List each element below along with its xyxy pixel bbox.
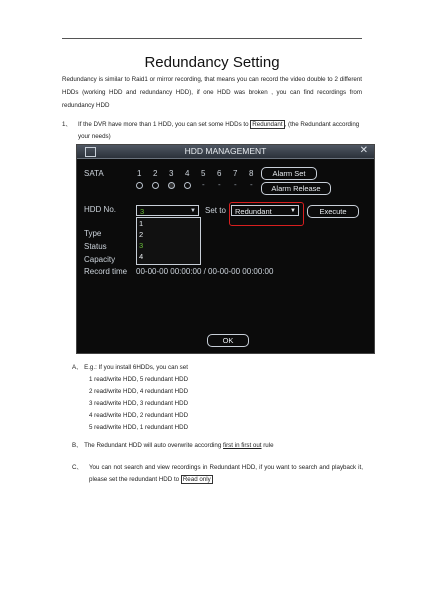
list-c bbox=[72, 462, 363, 483]
dropdown-option[interactable]: 4 bbox=[139, 252, 144, 261]
list-a-head-text: E.g.: If you install 6HDDs, you can set bbox=[84, 364, 188, 371]
disk-status-icon bbox=[184, 182, 191, 189]
dropdown-option[interactable]: 1 bbox=[139, 219, 144, 228]
hdd-no-select[interactable] bbox=[136, 205, 199, 216]
type-label: Type bbox=[84, 229, 102, 238]
disk-status-icon bbox=[136, 182, 143, 189]
alarm-release-button[interactable]: Alarm Release bbox=[261, 182, 331, 195]
set-to-value: Redundant bbox=[235, 207, 272, 216]
dvr-titlebar bbox=[77, 145, 374, 159]
set-to-label: Set to bbox=[205, 206, 226, 215]
status-label: Status bbox=[84, 242, 107, 251]
sata-number: 7 bbox=[233, 169, 238, 178]
list-a-number: A、 bbox=[72, 364, 83, 371]
disk-empty: - bbox=[250, 180, 253, 189]
dropdown-option-selected[interactable]: 3 bbox=[139, 241, 144, 250]
disk-empty: - bbox=[202, 180, 205, 189]
list-b-underlined: first in first out bbox=[223, 442, 262, 449]
ok-button[interactable]: OK bbox=[207, 334, 249, 347]
hdd-no-value: 3 bbox=[140, 207, 145, 216]
step-1-text bbox=[78, 119, 362, 142]
list-c-pre: You can not search and view recordings in Redundant HDD, if you want to search and playback it, please set the redundant HDD to bbox=[89, 464, 363, 483]
list-b-post: rule bbox=[261, 442, 274, 449]
list-c-text bbox=[89, 462, 363, 486]
chevron-down-icon: ▼ bbox=[190, 208, 196, 214]
list-a bbox=[72, 362, 188, 434]
chevron-down-icon: ▼ bbox=[290, 208, 296, 214]
close-icon[interactable]: ✕ bbox=[359, 145, 368, 156]
disk-empty: - bbox=[234, 180, 237, 189]
capacity-label: Capacity bbox=[84, 255, 116, 264]
intro-paragraph: Redundancy is similar to Raid1 or mirror recording, that means you can record the video double to 2 different HDDs (working HDD and redundancy HDD), if one HDD was broken , you can find recordings from redundancy HDD bbox=[62, 76, 362, 109]
list-c-number: C、 bbox=[72, 464, 83, 471]
list-item: 4 read/write HDD, 2 redundant HDD bbox=[89, 412, 189, 419]
record-time-label: Record time bbox=[84, 267, 128, 276]
header-rule bbox=[62, 38, 362, 39]
list-item: 1 read/write HDD, 5 redundant HDD bbox=[89, 376, 189, 383]
step-1-number: 1、 bbox=[62, 121, 72, 128]
list-b bbox=[72, 440, 362, 449]
execute-button[interactable]: Execute bbox=[307, 205, 359, 218]
dvr-screenshot bbox=[76, 144, 375, 354]
disk-empty: - bbox=[218, 180, 221, 189]
list-b-pre: The Redundant HDD will auto overwrite according bbox=[84, 442, 224, 449]
sata-number: 6 bbox=[217, 169, 222, 178]
highlight-box bbox=[229, 202, 304, 226]
step-1-boxed: Redundant bbox=[252, 121, 283, 128]
hdd-no-label: HDD No. bbox=[84, 205, 117, 214]
page-title: Redundancy Setting bbox=[144, 54, 280, 71]
hdd-no-dropdown[interactable] bbox=[136, 217, 201, 265]
disk-status-icon bbox=[152, 182, 159, 189]
record-time-value: 00-00-00 00:00:00 / 00-00-00 00:00:00 bbox=[136, 267, 274, 276]
disk-status-icon bbox=[168, 182, 175, 189]
list-c-boxed: Read only bbox=[182, 476, 211, 483]
list-item: 5 read/write HDD, 1 redundant HDD bbox=[89, 424, 189, 431]
alarm-set-button[interactable]: Alarm Set bbox=[261, 167, 317, 180]
sata-number: 8 bbox=[249, 169, 254, 178]
list-item: 2 read/write HDD, 4 redundant HDD bbox=[89, 388, 189, 395]
step-1-pre: If the DVR have more than 1 HDD, you can set some HDDs to bbox=[78, 121, 251, 128]
dropdown-option[interactable]: 2 bbox=[139, 230, 144, 239]
sata-number: 1 bbox=[137, 169, 142, 178]
sata-number: 5 bbox=[201, 169, 206, 178]
list-a-head bbox=[72, 362, 188, 374]
step-1-post: , (the Redundant according your needs) bbox=[78, 121, 360, 140]
list-b-number: B、 bbox=[72, 442, 83, 449]
dvr-window-title: HDD MANAGEMENT bbox=[184, 146, 267, 156]
list-item: 3 read/write HDD, 3 redundant HDD bbox=[89, 400, 189, 407]
sata-number: 4 bbox=[185, 169, 190, 178]
sata-label: SATA bbox=[84, 169, 104, 178]
sata-number: 3 bbox=[169, 169, 174, 178]
sata-number: 2 bbox=[153, 169, 158, 178]
